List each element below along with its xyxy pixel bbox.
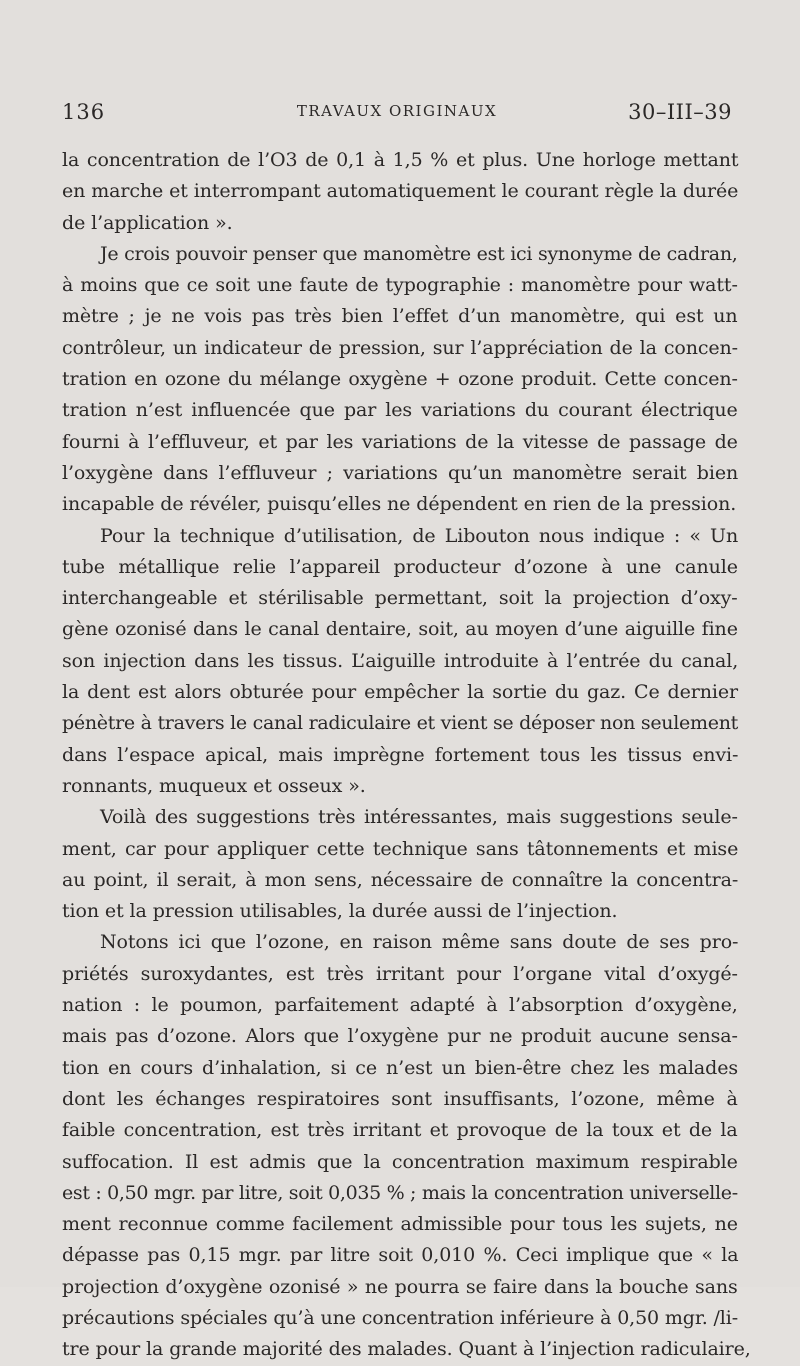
text-line: fourni à l’effluveur, et par les variations de la vitesse de passage de: [62, 430, 738, 453]
text-line: tration en ozone du mélange oxygène + ozone produit. Cette concen-: [62, 368, 738, 391]
text-line: nation : le poumon, parfaitement adapté à l’absorption d’oxygène,: [62, 994, 738, 1017]
text-line: contrôleur, un indicateur de pression, sur l’appréciation de la concen-: [62, 336, 738, 359]
text-line: ment, car pour appliquer cette technique sans tâtonnements et mise: [62, 837, 739, 860]
text-line: l’oxygène dans l’effluveur ; variations qu’un manomètre serait bien: [62, 461, 739, 484]
text-line: précautions spéciales qu’à une concentration inférieure à 0,50 mgr. /li-: [62, 1306, 738, 1329]
text-line: tion et la pression utilisables, la durée aussi de l’injection.: [62, 900, 618, 923]
text-line: la concentration de l’O3 de 0,1 à 1,5 % et plus. Une horloge mettant: [62, 149, 739, 171]
running-header: [62, 100, 732, 134]
text-line: faible concentration, est très irritant et provoque de la toux et de la: [62, 1119, 738, 1142]
text-line: en marche et interrompant automatiquement le courant règle la durée: [62, 180, 739, 203]
text-line: à moins que ce soit une faute de typographie : manomètre pour watt-: [62, 274, 738, 297]
text-line: mètre ; je ne vois pas très bien l’effet d’un manomètre, qui est un: [62, 305, 738, 328]
body-text: [62, 145, 751, 1366]
text-line: ment reconnue comme facilement admissible pour tous les sujets, ne: [62, 1213, 738, 1236]
text-line: la dent est alors obturée pour empêcher la sortie du gaz. Ce dernier: [62, 681, 738, 704]
text-line: ronnants, muqueux et osseux ».: [62, 774, 366, 797]
text-line: tion en cours d’inhalation, si ce n’est un bien-être chez les malades: [62, 1056, 739, 1079]
text-line: suffocation. Il est admis que la concentration maximum respirable: [62, 1150, 738, 1173]
header-date: 30–III–39: [628, 100, 732, 124]
text-line: tube métallique relie l’appareil producteur d’ozone à une canule: [62, 555, 738, 578]
running-title: TRAVAUX ORIGINAUX: [296, 102, 498, 120]
text-line: Notons ici que l’ozone, en raison même sans doute de ses pro-: [100, 931, 739, 954]
text-line: priétés suroxydantes, est très irritant pour l’organe vital d’oxygé-: [62, 962, 738, 985]
text-line: de l’application ».: [62, 211, 233, 234]
text-line: est : 0,50 mgr. par litre, soit 0,035 % ; mais la concentration universelle-: [62, 1181, 738, 1204]
text-line: Voilà des suggestions très intéressantes, mais suggestions seule-: [100, 806, 738, 829]
text-line: dont les échanges respiratoires sont insuffisants, l’ozone, même à: [62, 1087, 738, 1110]
text-line: au point, il serait, à mon sens, nécessaire de connaître la concentra-: [62, 868, 739, 891]
text-line: tre pour la grande majorité des malades. Quant à l’injection radiculaire,: [62, 1338, 751, 1361]
text-line: son injection dans les tissus. L’aiguille introduite à l’entrée du canal,: [62, 649, 739, 672]
text-line: interchangeable et stérilisable permettant, soit la projection d’oxy-: [62, 587, 738, 610]
page-number: 136: [62, 100, 106, 124]
text-line: gène ozonisé dans le canal dentaire, soit, au moyen d’une aiguille fine: [62, 618, 738, 641]
text-line: dans l’espace apical, mais imprègne fortement tous les tissus envi-: [62, 743, 739, 766]
text-line: Pour la technique d’utilisation, de Libouton nous indique : « Un: [100, 524, 739, 547]
text-line: Je crois pouvoir penser que manomètre est ici synonyme de cadran,: [100, 242, 738, 265]
text-line: tration n’est influencée que par les variations du courant électrique: [62, 399, 738, 422]
text-line: incapable de révéler, puisqu’elles ne dépendent en rien de la pression.: [62, 493, 737, 516]
text-line: dépasse pas 0,15 mgr. par litre soit 0,010 %. Ceci implique que « la: [62, 1244, 739, 1267]
text-line: mais pas d’ozone. Alors que l’oxygène pur ne produit aucune sensa-: [62, 1025, 738, 1048]
text-line: projection d’oxygène ozonisé » ne pourra se faire dans la bouche sans: [62, 1275, 738, 1298]
text-line: pénètre à travers le canal radiculaire et vient se déposer non seulement: [62, 712, 739, 735]
